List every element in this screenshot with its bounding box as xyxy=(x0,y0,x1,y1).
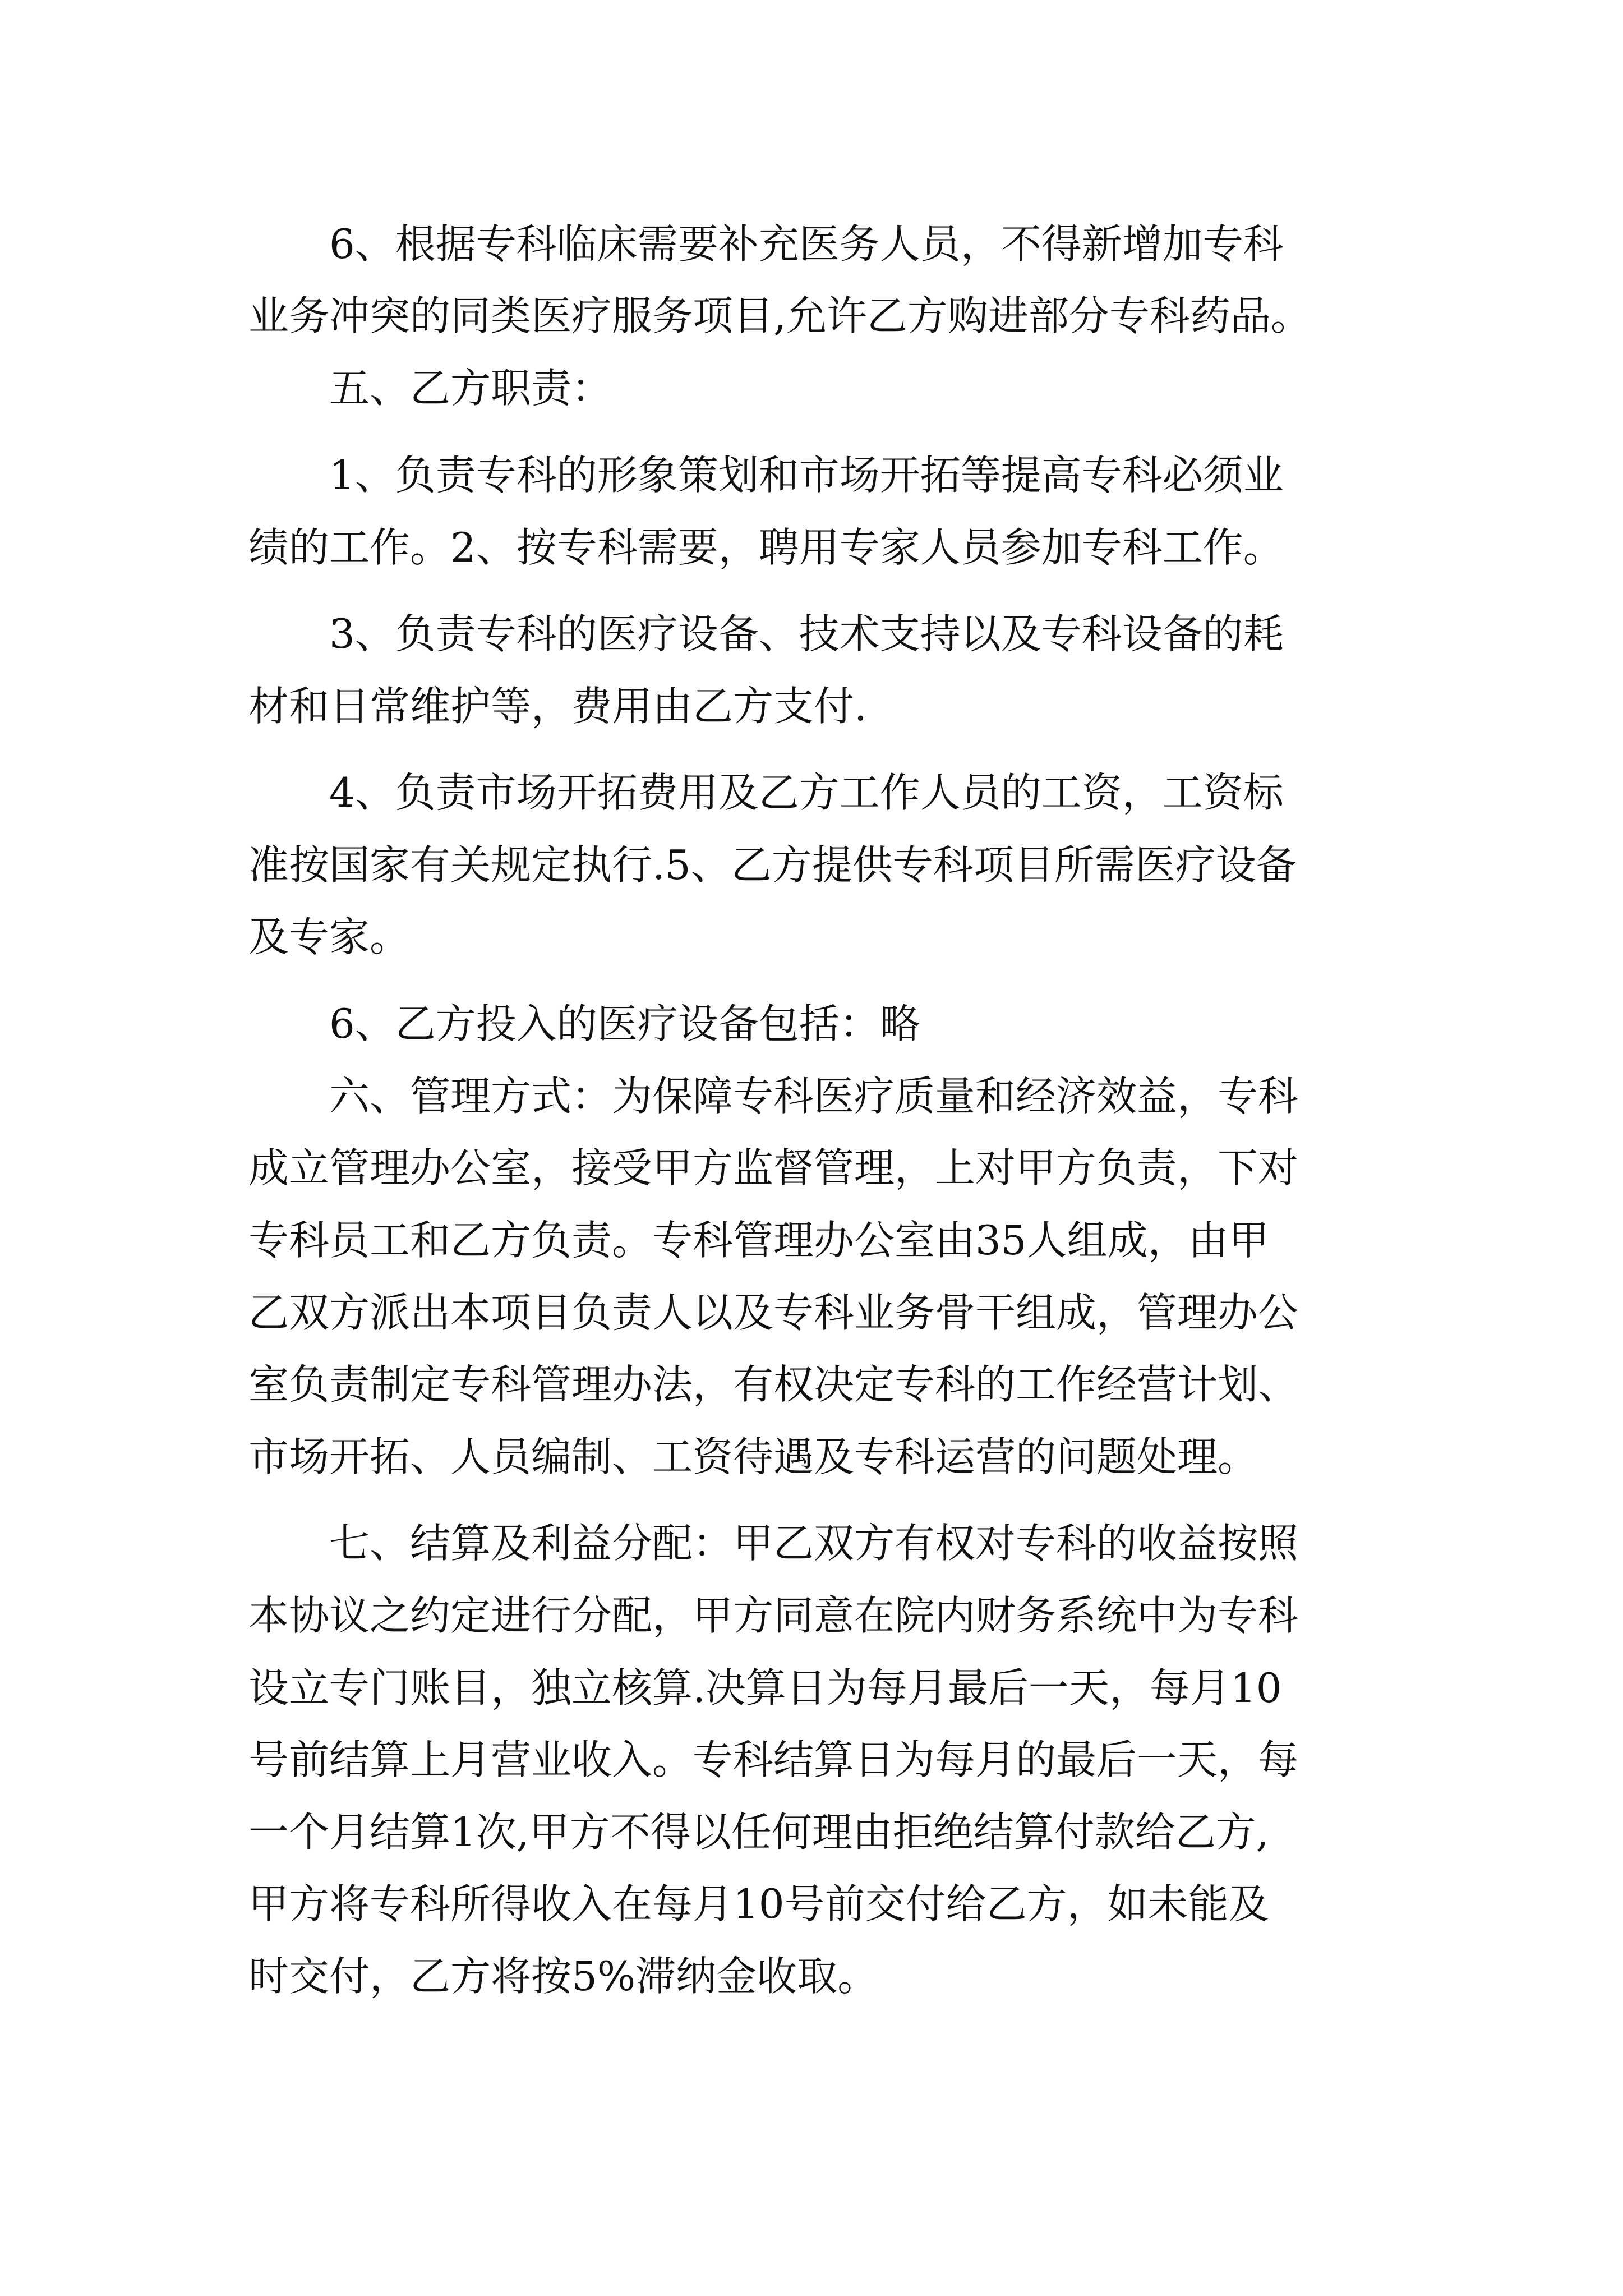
text-line: 4、负责市场开拓费用及乙方工作人员的工资，工资标 xyxy=(248,769,1284,816)
text-line: 1、负责专科的形象策划和市场开拓等提高专科必须业 xyxy=(248,452,1284,499)
text-line: 时交付，乙方将按5%滞纳金收取。 xyxy=(248,1953,878,2000)
text-line: 六、管理方式：为保障专科医疗质量和经济效益，专科 xyxy=(248,1073,1299,1120)
text-line: 材和日常维护等，费用由乙方支付. xyxy=(248,683,867,730)
text-line: 准按国家有关规定执行.5、乙方提供专科项目所需医疗设备 xyxy=(248,841,1297,889)
text-line: 乙双方派出本项目负责人以及专科业务骨干组成，管理办公 xyxy=(248,1289,1299,1336)
text-line: 甲方将专科所得收入在每月10号前交付给乙方，如未能及 xyxy=(248,1880,1269,1927)
text-line: 七、结算及利益分配：甲乙双方有权对专科的收益按照 xyxy=(248,1520,1299,1567)
text-line: 市场开拓、人员编制、工资待遇及专科运营的问题处理。 xyxy=(248,1433,1258,1480)
text-line: 室负责制定专科管理办法，有权决定专科的工作经营计划、 xyxy=(248,1361,1299,1408)
text-line: 一个月结算1次,甲方不得以任何理由拒绝结算付款给乙方, xyxy=(248,1809,1269,1856)
text-line: 及专家。 xyxy=(248,913,411,960)
text-line: 设立专门账目，独立核算.决算日为每月最后一天，每月10 xyxy=(248,1664,1282,1711)
text-line: 3、负责专科的医疗设备、技术支持以及专科设备的耗 xyxy=(248,610,1284,657)
text-line: 绩的工作。2、按专科需要，聘用专家人员参加专科工作。 xyxy=(248,524,1284,571)
text-line: 五、乙方职责： xyxy=(248,365,612,412)
text-line: 专科员工和乙方负责。专科管理办公室由35人组成，由甲 xyxy=(248,1217,1269,1264)
text-line: 6、根据专科临床需要补充医务人员，不得新增加专科 xyxy=(248,220,1284,268)
text-line: 本协议之约定进行分配，甲方同意在院内财务系统中为专科 xyxy=(248,1592,1299,1639)
text-line: 6、乙方投入的医疗设备包括：略 xyxy=(248,1000,920,1047)
text-line: 成立管理办公室，接受甲方监督管理，上对甲方负责，下对 xyxy=(248,1144,1299,1191)
text-line: 号前结算上月营业收入。专科结算日为每月的最后一天，每 xyxy=(248,1736,1299,1783)
text-line: 业务冲突的同类医疗服务项目,允许乙方购进部分专科药品。 xyxy=(248,292,1311,339)
